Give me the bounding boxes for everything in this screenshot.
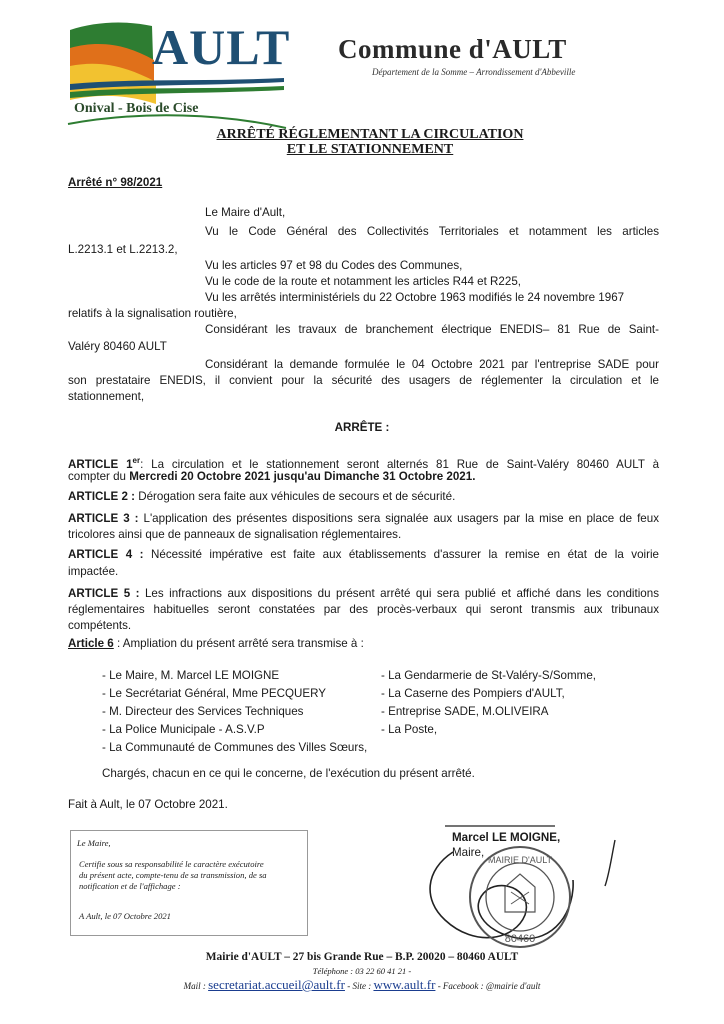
article-3-text: L'application des présentes dispositions sera signalée aux usagers par la mise en place de feux [138,512,659,525]
article-4 [68,547,659,563]
recipient-item: - La Gendarmerie de St-Valéry-S/Somme, [381,669,596,682]
mairie-stamp [465,842,575,952]
preamble-cons2-b: son prestataire ENEDIS, il convient pour la sécurité des usagers de réglementer la circulation et le [68,374,659,387]
preamble-vu3: Vu le code de la route et notamment les articles R44 et R225, [205,275,521,288]
recipients-right [381,667,596,739]
footer-address: Mairie d'AULT – 27 bis Grande Rue – B.P. 20020 – 80460 AULT [205,951,519,963]
document-title-line1: ARRÊTÉ RÉGLEMENTANT LA CIRCULATION [216,127,524,142]
logo-wordmark: AULT [152,19,291,75]
article-5-line2: réglementaires habituelles seront constatées par des procès-verbaux qui seront transmis aux tribunaux [68,603,659,616]
footer-site-link[interactable]: www.ault.fr [373,977,436,992]
certif-title: Le Maire, [77,838,111,848]
article-4-line2: impactée. [68,565,119,578]
preamble-vu4: Vu les arrêtés interministériels du 22 Octobre 1963 modifiés le 24 novembre 1967 [205,291,625,304]
recipient-item: - Le Secrétariat Général, Mme PECQUERY [102,687,327,700]
article-1-text2: compter du [68,470,130,483]
recipient-item: - La Communauté de Communes des Villes Sœurs, [102,741,368,754]
article-1-label: ARTICLE 1 [68,457,133,471]
signatory-role: Maire, [452,846,485,859]
recipient-item: - Entreprise SADE, M.OLIVEIRA [381,705,549,718]
certification-box [70,830,308,936]
document-title [160,127,580,157]
article-2-text: Dérogation sera faite aux véhicules de secours et de sécurité. [135,490,456,503]
recipient-item: - La Caserne des Pompiers d'AULT, [381,687,565,700]
crest-icon [505,874,535,912]
preamble-vu1-cont: L.2213.1 et L.2213.2, [68,243,178,256]
article-5-label: ARTICLE 5 : [68,587,140,600]
recipient-item: - La Poste, [381,723,438,736]
article-3-label: ARTICLE 3 : [68,512,139,525]
article-6 [68,636,364,652]
preamble-cons2-c: stationnement, [68,390,145,403]
certif-line2: du présent acte, compte-tenu de sa transmission, de sa [79,870,267,880]
article-5-line3: compétents. [68,619,132,632]
article-6-label: Article 6 [68,637,114,650]
certif-line3: notification et de l'affichage : [79,881,181,891]
certif-date: A Ault, le 07 Octobre 2021 [79,911,171,921]
certif-line1: Certifie sous sa responsabilité le caractère exécutoire [79,859,264,869]
arrete-heading: ARRÊTE : [334,421,390,434]
article-2-label: ARTICLE 2 : [68,490,135,503]
footer-site-label: - Site : [344,981,374,991]
article-2 [68,489,455,505]
footer-facebook: - Facebook : @mairie d'ault [435,981,541,991]
stamp-top-text: MAIRIE D'AULT [487,855,553,865]
preamble-cons1-cont: Valéry 80460 AULT [68,340,167,353]
article-4-label: ARTICLE 4 : [68,548,144,561]
article-3 [68,511,659,527]
article-1-sup: er [132,456,141,465]
preamble-cons1: Considérant les travaux de branchement électrique ENEDIS– 81 Rue de Saint- [205,323,659,336]
recipient-item: - Le Maire, M. Marcel LE MOIGNE [102,669,280,682]
arrete-reference: Arrêté n° 98/2021 [68,176,163,189]
article-1-dates: Mercredi 20 Octobre 2021 jusqu'au Dimanche 31 Octobre 2021. [129,470,476,483]
article-5-text: Les infractions aux dispositions du présent arrêté qui sera publié et affiché dans les conditions [139,587,659,600]
article-1-text: : La circulation et le stationnement seront alternés 81 Rue de Saint-Valéry 80460 AULT à [140,457,660,471]
recipient-item: - La Police Municipale - A.S.V.P [102,723,265,736]
footer-mail-link[interactable]: secretariat.accueil@ault.fr [208,977,345,992]
footer-contacts [0,977,724,993]
preamble-vu1: Vu le Code Général des Collectivités Territoriales et notamment les articles [205,225,659,238]
footer-mail-label: Mail : [183,981,209,991]
preamble-maire: Le Maire d'Ault, [205,206,286,219]
preamble-vu2: Vu les articles 97 et 98 du Codes des Communes, [205,259,463,272]
logo-subtitle: Onival - Bois de Cise [74,101,199,116]
article-1-line2 [68,469,475,485]
preamble-vu4-cont: relatifs à la signalisation routière, [68,307,237,320]
commune-subtitle: Département de la Somme – Arrondissement d'Abbeville [372,67,576,77]
footer-phone: Téléphone : 03 22 60 41 21 - [312,966,412,976]
recipient-item: - M. Directeur des Services Techniques [102,705,304,718]
stamp-bottom-text: 80460 [504,933,536,945]
signatory-name: Marcel LE MOIGNE, [452,831,561,844]
article-6-text: : Ampliation du présent arrêté sera transmise à : [113,637,364,650]
preamble-cons2-a: Considérant la demande formulée le 04 Octobre 2021 par l'entreprise SADE pour [205,358,659,371]
article-5 [68,586,659,602]
commune-title: Commune d'AULT [338,34,567,64]
charges-line: Chargés, chacun en ce qui le concerne, de l'exécution du présent arrêté. [102,767,475,780]
article-4-text: Nécessité impérative est faite aux établissements d'assurer la remise en état de la voirie [143,548,659,561]
recipients-left [102,667,367,757]
article-3-line2: tricolores ainsi que de panneaux de signalisation réglementaires. [68,528,402,541]
document-title-line2: ET LE STATIONNEMENT [286,142,454,157]
fait-a-ault: Fait à Ault, le 07 Octobre 2021. [68,798,228,811]
